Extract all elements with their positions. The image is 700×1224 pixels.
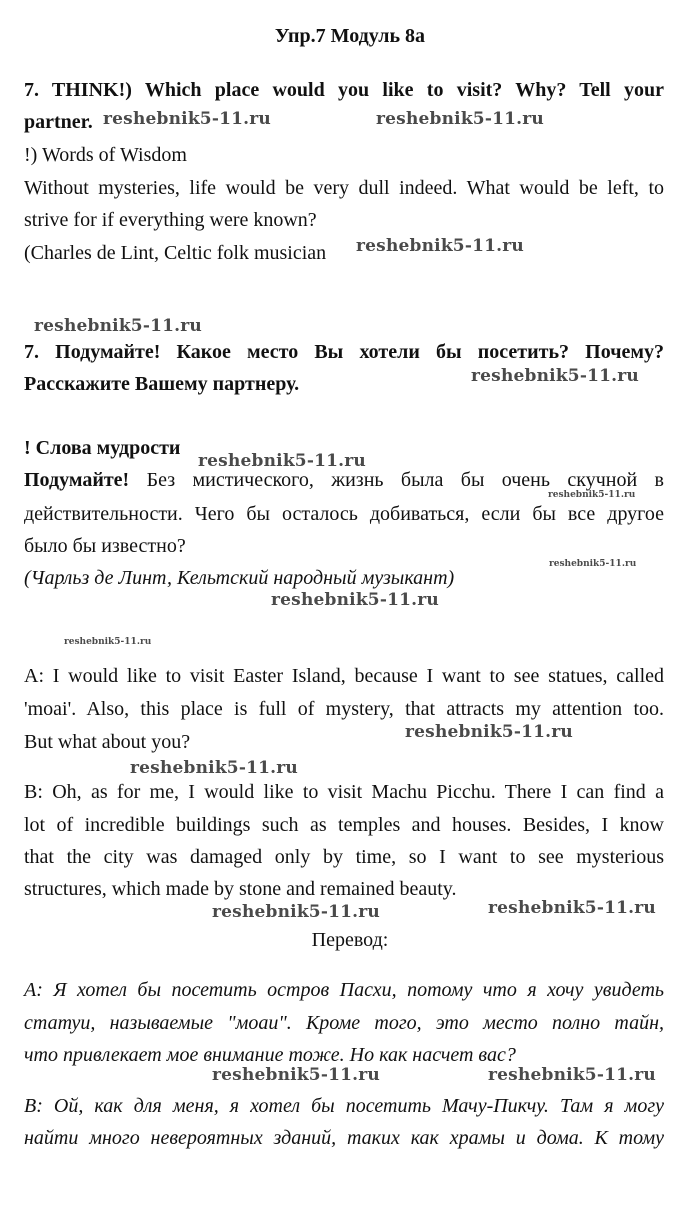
quote-russian-line-1-text: Без мистического, жизнь была бы очень скучной в	[129, 469, 664, 491]
quote-russian-line-2: действительности. Чего бы осталось добиваться, если бы все другое	[24, 503, 664, 525]
task-russian-line-2: Расскажите Вашему партнеру.	[24, 373, 300, 395]
quote-russian-line-3: было бы известно?	[24, 535, 186, 557]
translation-b-line-1: В: Ой, как для меня, я хотел бы посетить Мачу-Пикчу. Там я могу	[24, 1095, 664, 1117]
watermark: reshebnik5-11.ru	[34, 316, 202, 336]
watermark: reshebnik5-11.ru	[130, 758, 298, 778]
watermark: reshebnik5-11.ru	[212, 902, 380, 922]
task-english-line-2: partner.	[24, 111, 93, 133]
dialogue-a-line-1: A: I would like to visit Easter Island, because I want to see statues, called	[24, 665, 664, 687]
quote-russian-line-1	[24, 468, 664, 492]
dialogue-a-line-3: But what about you?	[24, 731, 191, 753]
dialogue-a-line-2: 'moai'. Also, this place is full of mystery, that attracts my attention too.	[24, 698, 664, 720]
dialogue-b-line-3: that the city was damaged only by time, so I want to see mysterious	[24, 846, 664, 868]
think-label: Подумайте!	[24, 469, 130, 491]
dialogue-b-line-1: B: Oh, as for me, I would like to visit Machu Picchu. There I can find a	[24, 781, 664, 803]
quote-english-line-1: Without mysteries, life would be very dull indeed. What would be left, to	[24, 177, 664, 199]
translation-a-line-3: что привлекает мое внимание тоже. Но как насчет вас?	[24, 1044, 516, 1066]
watermark-small: reshebnik5-11.ru	[548, 490, 636, 500]
page-title: Упр.7 Модуль 8а	[274, 25, 426, 47]
quote-english-line-2: strive for if everything were known?	[24, 209, 317, 231]
wisdom-title-russian: ! Слова мудрости	[24, 437, 181, 459]
task-english-line-1: 7. THINK!) Which place would you like to visit? Why? Tell your	[24, 79, 664, 101]
watermark: reshebnik5-11.ru	[405, 722, 573, 742]
quote-english-author: (Charles de Lint, Celtic folk musician	[24, 242, 327, 264]
dialogue-b-line-4: structures, which made by stone and remained beauty.	[24, 878, 457, 900]
watermark: reshebnik5-11.ru	[471, 366, 639, 386]
quote-russian-author: (Чарльз де Линт, Кельтский народный музыкант)	[24, 567, 455, 589]
wisdom-title-english: !) Words of Wisdom	[24, 144, 187, 166]
watermark: reshebnik5-11.ru	[212, 1065, 380, 1085]
translation-a-line-1: А: Я хотел бы посетить остров Пасхи, потому что я хочу увидеть	[24, 979, 664, 1001]
watermark: reshebnik5-11.ru	[103, 109, 271, 129]
watermark: reshebnik5-11.ru	[271, 590, 439, 610]
translation-heading: Перевод:	[311, 929, 389, 951]
watermark-small: reshebnik5-11.ru	[64, 637, 152, 647]
translation-a-line-2: статуи, называемые "моаи". Кроме того, это место полно тайн,	[24, 1012, 664, 1034]
watermark: reshebnik5-11.ru	[198, 451, 366, 471]
watermark: reshebnik5-11.ru	[376, 109, 544, 129]
dialogue-b-line-2: lot of incredible buildings such as temples and houses. Besides, I know	[24, 814, 664, 836]
watermark: reshebnik5-11.ru	[488, 898, 656, 918]
watermark: reshebnik5-11.ru	[488, 1065, 656, 1085]
task-russian-line-1: 7. Подумайте! Какое место Вы хотели бы посетить? Почему?	[24, 341, 664, 363]
watermark: reshebnik5-11.ru	[356, 236, 524, 256]
translation-b-line-2: найти много невероятных зданий, таких как храмы и дома. К тому	[24, 1127, 664, 1149]
watermark-small: reshebnik5-11.ru	[549, 559, 637, 569]
